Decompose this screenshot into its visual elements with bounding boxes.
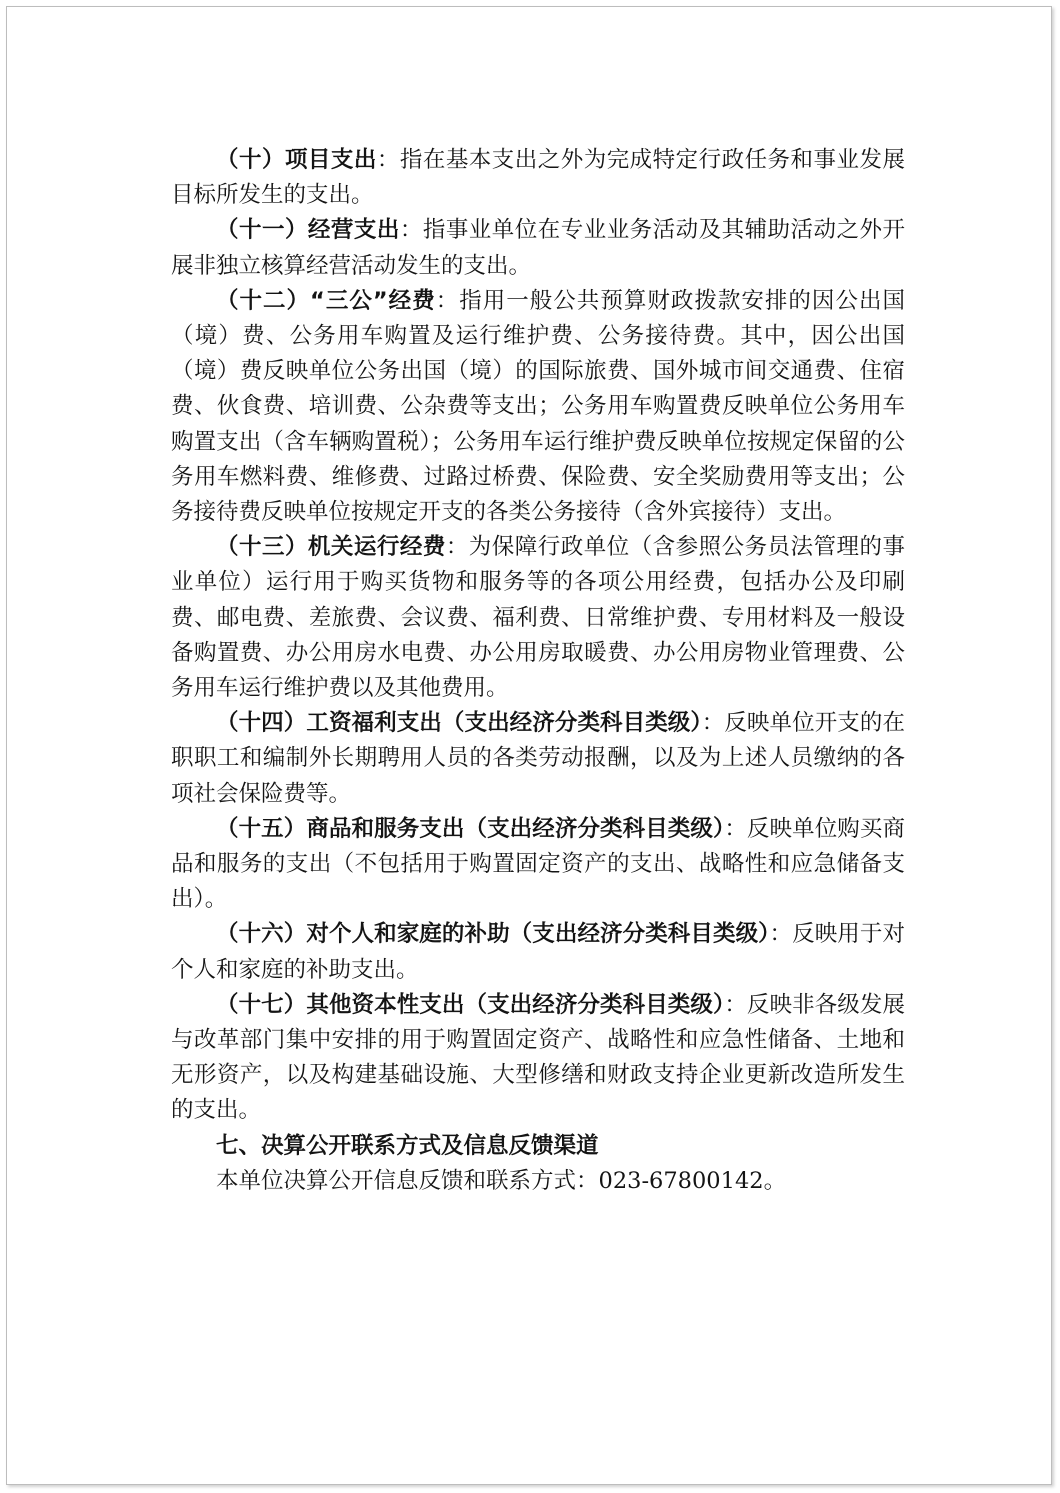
definition-text: 反映单位购买商品和服务的支出（不包括用于购置固定资产的支出、战略性和应急储备支出）。 <box>171 815 905 913</box>
definition-term: （十四）工资福利支出（支出经济分类科目类级） <box>216 710 702 737</box>
definition-text: 反映用于对个人和家庭的补助支出。 <box>171 921 905 983</box>
definition-separator: ： <box>435 287 460 314</box>
definition-item-16 <box>171 917 905 987</box>
definition-separator: ： <box>724 815 747 842</box>
definition-term: （十一）经营支出 <box>216 217 400 244</box>
contact-text: 本单位决算公开信息反馈和联系方式：023-67800142。 <box>216 1167 787 1194</box>
definition-term: （十五）商品和服务支出（支出经济分类科目类级） <box>216 815 725 842</box>
definition-item-13 <box>171 530 905 706</box>
definition-term: （十六）对个人和家庭的补助（支出经济分类科目类级） <box>216 921 770 948</box>
definition-text: 指在基本支出之外为完成特定行政任务和事业发展目标所发生的支出。 <box>171 147 905 209</box>
definition-text: 为保障行政单位（含参照公务员法管理的事业单位）运行用于购买货物和服务等的各项公用经费，包括办公及印刷费、邮电费、差旅费、会议费、福利费、日常维护费、专用材料及一般设备购置费、办公用房水电费、办公用房取暖费、办公用房物业管理费、公务用车运行维护费以及其他费用。 <box>171 534 905 702</box>
document-page <box>6 6 1052 1485</box>
definition-separator: ： <box>701 710 725 737</box>
definition-separator: ： <box>399 217 423 244</box>
definition-item-14 <box>171 706 905 812</box>
definition-term: （十）项目支出 <box>216 147 377 173</box>
definition-text: 反映单位开支的在职职工和编制外长期聘用人员的各类劳动报酬，以及为上述人员缴纳的各项社会保险费等。 <box>171 710 905 807</box>
section-heading: 七、决算公开联系方式及信息反馈渠道 <box>216 1132 599 1159</box>
definition-item-17 <box>171 988 905 1129</box>
definition-item-10 <box>171 143 905 213</box>
definition-item-12 <box>171 284 905 530</box>
definition-text: 指用一般公共预算财政拨款安排的因公出国（境）费、公务用车购置及运行维护费、公务接待费。其中，因公出国（境）费反映单位公务出国（境）的国际旅费、国外城市间交通费、住宿费、伙食费、培训费、公杂费等支出；公务用车购置费反映单位公务用车购置支出（含车辆购置税）；公务用车运行维护费反映单位按规定保留的公务用车燃料费、维修费、过路过桥费、保险费、安全奖励费用等支出；公务接待费反映单位按规定开支的各类公务接待（含外宾接待）支出。 <box>171 287 905 526</box>
definition-term: （十七）其他资本性支出（支出经济分类科目类级） <box>216 991 725 1018</box>
definition-text: 反映非各级发展与改革部门集中安排的用于购置固定资产、战略性和应急性储备、土地和无形资产，以及构建基础设施、大型修缮和财政支持企业更新改造所发生的支出。 <box>171 991 905 1124</box>
document-body <box>171 143 905 1199</box>
definition-item-15 <box>171 812 905 918</box>
definition-separator: ： <box>376 147 400 173</box>
definition-text: 指事业单位在专业业务活动及其辅助活动之外开展非独立核算经营活动发生的支出。 <box>171 217 905 279</box>
definition-term: （十二）“三公”经费 <box>216 287 436 314</box>
definition-separator: ： <box>724 991 747 1018</box>
definition-item-11 <box>171 213 905 283</box>
definition-term: （十三）机关运行经费 <box>216 534 446 561</box>
definition-separator: ： <box>445 534 469 561</box>
definition-separator: ： <box>769 921 793 948</box>
